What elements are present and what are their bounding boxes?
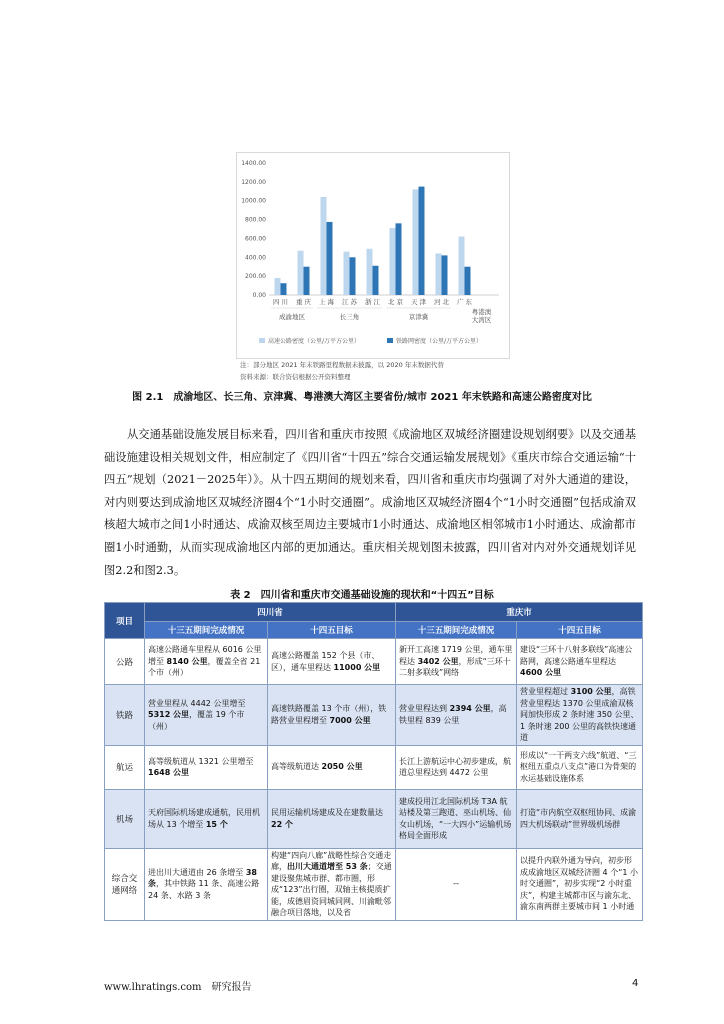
- cell-sc-done: 高速公路通车里程从 6016 公里增至 8140 公里，覆盖全省 21 个市（州）: [145, 639, 268, 685]
- bar-2: [327, 222, 333, 295]
- table-row: [105, 789, 643, 848]
- y-tick-label: 600.00: [245, 235, 266, 243]
- cell-sc-done: 天府国际机场建成通航，民用机场从 13 个增至 15 个: [145, 789, 268, 848]
- row-label: 公路: [105, 639, 145, 685]
- bar-2: [419, 187, 425, 295]
- x-tick-label: 河 北: [433, 298, 450, 306]
- x-tick-label: 粤港澳: [471, 308, 492, 316]
- table-row: [105, 639, 643, 685]
- cell-cq-done: --: [396, 848, 517, 920]
- header-chongqing: 重庆市: [396, 603, 643, 622]
- cell-sc-done: 营业里程从 4442 公里增至 5312 公里，覆盖 19 个市（州）: [145, 685, 268, 746]
- legend-label-1: 高速公路密度（公里/万平方公里）: [268, 338, 361, 345]
- bar-2: [465, 267, 471, 295]
- chart-source: 资料来源：联合资信根据公开资料整理: [240, 373, 351, 381]
- body-paragraph-text: 从交通基础设施发展目标来看，四川省和重庆市按照《成渝地区双城经济圈建设规划纲要》以及交通基础设施建设相关规划文件，相应制定了《四川省“十四五”综合交通运输发展规划》《重庆市综合交通运输“十四五”规划（2021－2025年）》。从十四五期间的规划来看，四川省和重庆市均强调了对外大通道的建设，对内则要达到成渝地区双城经济圈4个“1小时交通圈”。成渝地区双城经济圈4个“1小时交通圈”包括成渝双核超大城市之间1小时通达、成渝双核至周边主要城市1小时通达、成渝地区相邻城市1小时通达、成渝都市圈1小时通勤，从而实现成渝地区内部的更加通达。重庆相关规划图未披露，四川省对内对外交通规划详见图2.2和图2.3。: [104, 428, 636, 577]
- cell-sc-goal: 高速铁路覆盖 13 个市（州），铁路营业里程增至 7000 公里: [268, 685, 396, 746]
- footer-site: www.lhratings.com 研究报告: [104, 982, 252, 993]
- bar-2: [396, 223, 402, 295]
- header-sc-goal: 十四五目标: [268, 622, 396, 639]
- row-label: 铁路: [105, 685, 145, 746]
- legend-swatch-2: [387, 338, 393, 343]
- table-row: [105, 745, 643, 789]
- bar-1: [344, 252, 350, 295]
- y-tick-label: 800.00: [245, 216, 266, 224]
- x-tick-label: 天 津: [410, 298, 427, 306]
- bar-2: [442, 255, 448, 295]
- x-tick-label: 重 庆: [295, 298, 312, 306]
- bar-2: [281, 283, 287, 295]
- header-cq-done: 十三五期间完成情况: [396, 622, 517, 639]
- infrastructure-table: [104, 602, 643, 921]
- cell-sc-goal: 高速公路覆盖 152 个县（市、区），通车里程达 11000 公里: [268, 639, 396, 685]
- cell-cq-done: 新开工高速 1719 公里，通车里程达 3402 公里，形成“三环十二射多联线”网络: [396, 639, 517, 685]
- chart-note: 注：部分地区 2021 年末铁路里程数据未披露，以 2020 年末数据代替: [240, 361, 444, 369]
- cell-sc-goal: 民用运输机场建成及在建数量达 22 个: [268, 789, 396, 848]
- group-label: 长三角: [339, 313, 360, 321]
- x-tick-label: 浙 江: [364, 298, 381, 306]
- table-row: [105, 685, 643, 746]
- table-caption: 表 2 四川省和重庆市交通基础设施的现状和“十四五”目标: [230, 590, 494, 601]
- bar-2: [304, 267, 310, 295]
- bar-1: [459, 237, 465, 295]
- header-sichuan: 四川省: [145, 603, 396, 622]
- bar-1: [367, 249, 373, 295]
- bar-2: [373, 266, 379, 295]
- cell-cq-done: 营业里程达到 2394 公里，高铁里程 839 公里: [396, 685, 517, 746]
- cell-cq-goal: 营业里程超过 3100 公里，高铁营业里程达 1370 公里成渝双核间加快形成 2 条时速 350 公里、1 条时速 200 公里的高铁快速通道: [517, 685, 643, 746]
- cell-cq-done: 长江上游航运中心初步建成，航道总里程达到 4472 公里: [396, 745, 517, 789]
- header-item: 项目: [105, 603, 145, 639]
- x-tick-label: 江 苏: [341, 298, 358, 306]
- header-cq-goal: 十四五目标: [517, 622, 643, 639]
- density-chart: [236, 152, 510, 359]
- x-tick-label: 上 海: [318, 298, 335, 306]
- y-tick-label: 200.00: [245, 273, 266, 281]
- table-row: [105, 848, 643, 920]
- cell-sc-goal: 高等级航道达 2050 公里: [268, 745, 396, 789]
- group-label: 成渝地区: [279, 313, 305, 321]
- legend-swatch-1: [259, 338, 265, 343]
- x-tick-label: 大湾区: [471, 316, 492, 324]
- x-tick-label: 广 东: [456, 298, 473, 306]
- y-tick-label: 1000.00: [241, 197, 266, 205]
- cell-sc-done: 进出川大通道由 26 条增至 38 条，其中铁路 11 条、高速公路 24 条、水路 3 条: [145, 848, 268, 920]
- row-label: 机场: [105, 789, 145, 848]
- bar-1: [321, 197, 327, 295]
- cell-cq-goal: 建设“三环十八射多联线”高速公路网，高速公路通车里程达 4600 公里: [517, 639, 643, 685]
- cell-cq-done: 建成投用江北国际机场 T3A 航站楼及第三跑道、巫山机场、仙女山机场，“一大四小”运输机场格局全面形成: [396, 789, 517, 848]
- cell-cq-goal: 以提升内联外通为导向，初步形成成渝地区双城经济圈 4 个“1 小时交通圈”，初步实现“2 小时重庆”，构建主城都市区与渝东北、渝东南两群主要城市间 1 小时通: [517, 848, 643, 920]
- bar-1: [436, 254, 442, 295]
- bar-1: [413, 189, 419, 295]
- bar-2: [350, 257, 356, 295]
- x-tick-label: 北 京: [387, 298, 404, 306]
- group-label: 京津冀: [408, 313, 429, 321]
- density-chart-svg: [237, 153, 509, 358]
- y-tick-label: 1200.00: [241, 178, 266, 186]
- legend-label-2: 铁路网密度（公里/万平方公里）: [396, 338, 483, 345]
- page-number: 4: [632, 978, 639, 989]
- x-tick-label: 四 川: [272, 298, 289, 306]
- row-label: 航运: [105, 745, 145, 789]
- bar-1: [275, 278, 281, 295]
- y-tick-label: 400.00: [245, 254, 266, 262]
- figure-caption: 图 2.1 成渝地区、长三角、京津冀、粤港澳大湾区主要省份/城市 2021 年末铁路和高速公路密度对比: [132, 392, 592, 403]
- cell-sc-goal: 构建“四向八廊”战略性综合交通走廊，出川大通道增至 53 条；交通建设聚焦城市群、都市圈，形成“123”出行圈，双轴主核提质扩能，成德眉资同城同网、川渝毗邻融合项目落地，以及省: [268, 848, 396, 920]
- y-tick-label: 0.00: [252, 292, 266, 299]
- cell-cq-goal: 打造“市内航空双枢纽协同、成渝四大机场联动”世界级机场群: [517, 789, 643, 848]
- body-paragraph: [104, 424, 636, 582]
- y-tick-label: 1400.00: [241, 160, 266, 167]
- cell-sc-done: 高等级航道从 1321 公里增至 1648 公里: [145, 745, 268, 789]
- header-sc-done: 十三五期间完成情况: [145, 622, 268, 639]
- row-label: 综合交通网络: [105, 848, 145, 920]
- bar-1: [298, 251, 304, 295]
- cell-cq-goal: 形成以“一干两支六线”航道、“三枢纽五重点八支点”港口为骨架的水运基础设施体系: [517, 745, 643, 789]
- bar-1: [390, 228, 396, 295]
